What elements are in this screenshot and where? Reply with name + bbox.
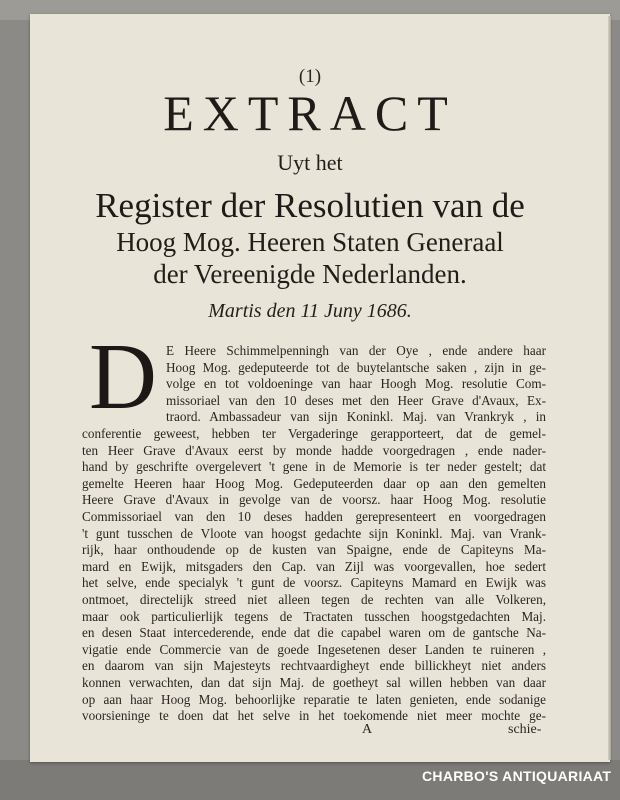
body-line: konnen verwachten, dan dat sijn Maj. de goetheyt sal willen hebben van daar — [82, 675, 546, 690]
body-line: missoriael van den 10 deses met den Heer Grave d'Avaux, Ex- — [166, 392, 546, 408]
catchword: schie- — [508, 722, 542, 737]
body-line: volge en tot voldoeninge van haar Hoogh Mog. resolutie Com- — [166, 376, 546, 392]
drop-cap: D — [89, 325, 157, 429]
body-line: conferentie geweest, hebben ter Vergaderinge gerapporteert, dat de gemel- — [82, 426, 546, 441]
body-line: ontmoet, directelijk streed niet alleen tegen de rechten van alle Volkeren, — [82, 592, 546, 607]
body-line: 't gunt tusschen de Vloote van hoogst gedachte sijn Koninkl. Maj. van Vrank- — [82, 525, 546, 541]
body-line: Commissoriael van den 10 deses hadden gerepresenteert en voorgedragen — [82, 509, 546, 524]
body-line: ten Heer Grave d'Avaux eerst by monde hadde voorgedragen , ende nader- — [82, 442, 546, 458]
document-title: EXTRACT — [163, 85, 457, 141]
body-line: en desen Staat intercederende, ende dat die capabel waren om de gantsche Na- — [82, 625, 546, 641]
page-number: (1) — [298, 66, 322, 87]
body-line: E Heere Schimmelpenningh van der Oye , ende andere haar — [166, 343, 546, 358]
body-line: maar ook particulierlijk tegens de Tractaten tusschen hoogstgedachten Maj. — [82, 608, 546, 624]
body-line: rijk, haar onthoudende op de kusten van Spaigne, ende de Capiteyns Ma- — [82, 542, 546, 558]
body-line: voorsieninge te doen dat het selve in het toekomende niet meer mochte ge- — [82, 708, 546, 724]
body-line: het selve, ende specialyk 't gunt de voorsz. Capiteyns Mamard en Ewijk was — [82, 575, 546, 591]
body-line: Hoog Mog. gedeputeerde tot de buytelantsche saken , zijn in ge- — [166, 359, 546, 375]
signature-mark: A — [362, 722, 373, 737]
document-subtitle: Uyt het — [277, 150, 343, 175]
body-line: en daarom van sijn Majesteyts rechtvaardigheyt ende billickheyt niet anders — [82, 658, 546, 674]
body-line: op aan haar Hoog Mog. behoorlijke reparatie te laten genieten, ende sodanige — [82, 691, 546, 707]
body-line: mard en Ewijk, mitsgaders den Cap. van Zijl was voorgevallen, hoe sedert — [82, 558, 546, 574]
body-line: Heere Grave d'Avaux in gevolge van de voorsz. haar Hoog Mog. resolutie — [82, 492, 546, 508]
body-line: traord. Ambassadeur van sijn Koninkl. Maj. van Vrankryk , in — [166, 409, 546, 425]
body-line: vigatie ende Commercie van de goede Ingesetenen deser Landen te ruineren , — [82, 641, 546, 657]
body-line: gemelte Heeren haar Hoog Mog. Gedeputeerden daar op aan den gemelten — [82, 475, 546, 491]
heading-line-2: Hoog Mog. Heeren Staten Generaal — [116, 227, 504, 257]
body-line: hand by geschrifte overgelevert 't gene in de Memorie is ter neder gestelt; dat — [82, 459, 546, 475]
watermark-text: CHARBO'S ANTIQUARIAAT — [422, 768, 612, 784]
dateline: Martis den 11 Juny 1686. — [208, 300, 412, 322]
heading-line-3: der Vereenigde Nederlanden. — [153, 259, 467, 289]
heading-line-1: Register der Resolutien van de — [95, 186, 525, 225]
